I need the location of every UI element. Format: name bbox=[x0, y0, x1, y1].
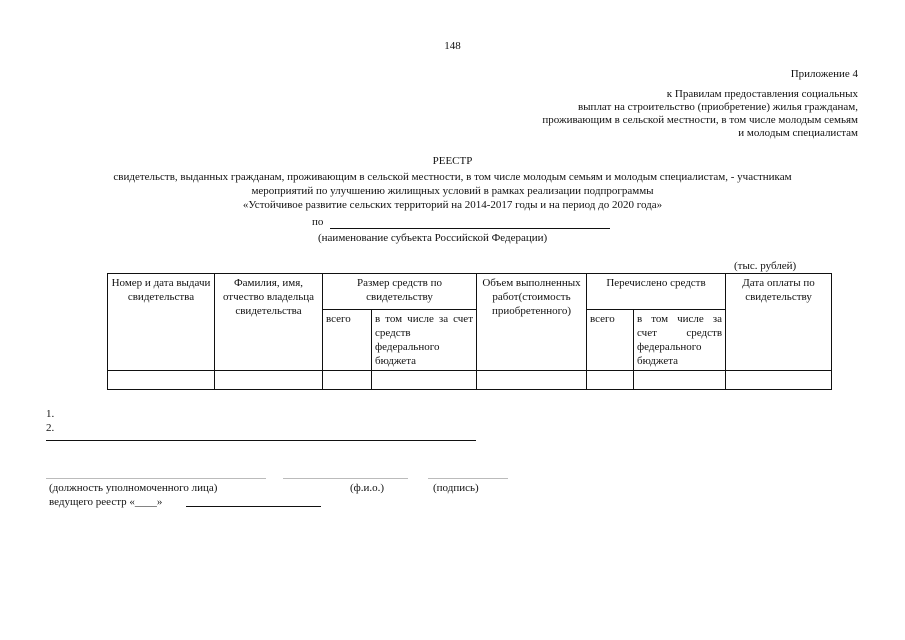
rules-line: проживающим в сельской местности, в том числе молодым семьям bbox=[542, 114, 858, 126]
table-cell bbox=[726, 371, 832, 390]
rules-line: выплат на строительство (приобретение) жилья гражданам, bbox=[577, 101, 858, 113]
table-cell bbox=[634, 371, 726, 390]
table-cell bbox=[477, 371, 587, 390]
table-row bbox=[108, 371, 832, 390]
table-cell bbox=[215, 371, 323, 390]
position-caption: (должность уполномоченного лица) bbox=[49, 482, 218, 494]
header-transferred-federal: в том числе за счет средств федерального бюджета bbox=[634, 310, 726, 371]
document-title: РЕЕСТР bbox=[432, 155, 473, 167]
page-number: 148 bbox=[444, 40, 461, 52]
table-cell bbox=[372, 371, 477, 390]
header-owner: Фамилия, имя, отчество владельца свидетельства bbox=[215, 274, 323, 371]
header-payment-date: Дата оплаты по свидетельству bbox=[726, 274, 832, 371]
po-label: по bbox=[312, 216, 324, 228]
header-amount: Размер средств по свидетельству bbox=[323, 274, 477, 310]
units-label: (тыс. рублей) bbox=[734, 260, 797, 272]
fio-fill-line bbox=[283, 478, 408, 479]
appendix-label: Приложение 4 bbox=[790, 68, 858, 80]
list-item: 2. bbox=[46, 422, 55, 434]
header-volume: Объем выполненных работ(стоимость приобретенного) bbox=[477, 274, 587, 371]
position-fill-line bbox=[46, 478, 266, 479]
fio-caption: (ф.и.о.) bbox=[350, 482, 385, 494]
region-caption: (наименование субъекта Российской Федерации) bbox=[318, 232, 548, 244]
table-cell bbox=[323, 371, 372, 390]
document-subtitle bbox=[30, 170, 875, 212]
subtitle-line: мероприятий по улучшению жилищных условий в рамках реализации подпрограммы bbox=[251, 185, 654, 197]
rules-line: к Правилам предоставления социальных bbox=[666, 88, 858, 100]
subtitle-line: свидетельств, выданных гражданам, проживающим в сельской местности, в том числе молодым семьям и молодым специалистам, - участникам bbox=[113, 171, 792, 183]
header-transferred: Перечислено средств bbox=[587, 274, 726, 310]
table-cell bbox=[587, 371, 634, 390]
region-fill-line bbox=[330, 228, 610, 229]
list-item: 1. bbox=[46, 408, 55, 420]
header-transferred-total: всего bbox=[587, 310, 634, 371]
numbered-list bbox=[46, 408, 54, 436]
subtitle-line: «Устойчивое развитие сельских территорий на 2014-2017 годы и на период до 2020 года» bbox=[242, 199, 663, 211]
header-number: Номер и дата выдачи свидетельства bbox=[108, 274, 215, 371]
appendix-rules bbox=[542, 88, 858, 140]
sign-fill-line bbox=[428, 478, 508, 479]
table-cell bbox=[108, 371, 215, 390]
header-amount-total: всего bbox=[323, 310, 372, 371]
sign-caption: (подпись) bbox=[433, 482, 479, 494]
rules-line: и молодым специалистам bbox=[738, 127, 858, 139]
header-amount-federal: в том числе за счет средств федерального бюджета bbox=[372, 310, 477, 371]
keeper-fill-line bbox=[186, 506, 321, 507]
register-table bbox=[107, 273, 832, 390]
separator-line bbox=[46, 440, 476, 441]
keeper-caption: ведущего реестр «____» bbox=[49, 496, 163, 508]
